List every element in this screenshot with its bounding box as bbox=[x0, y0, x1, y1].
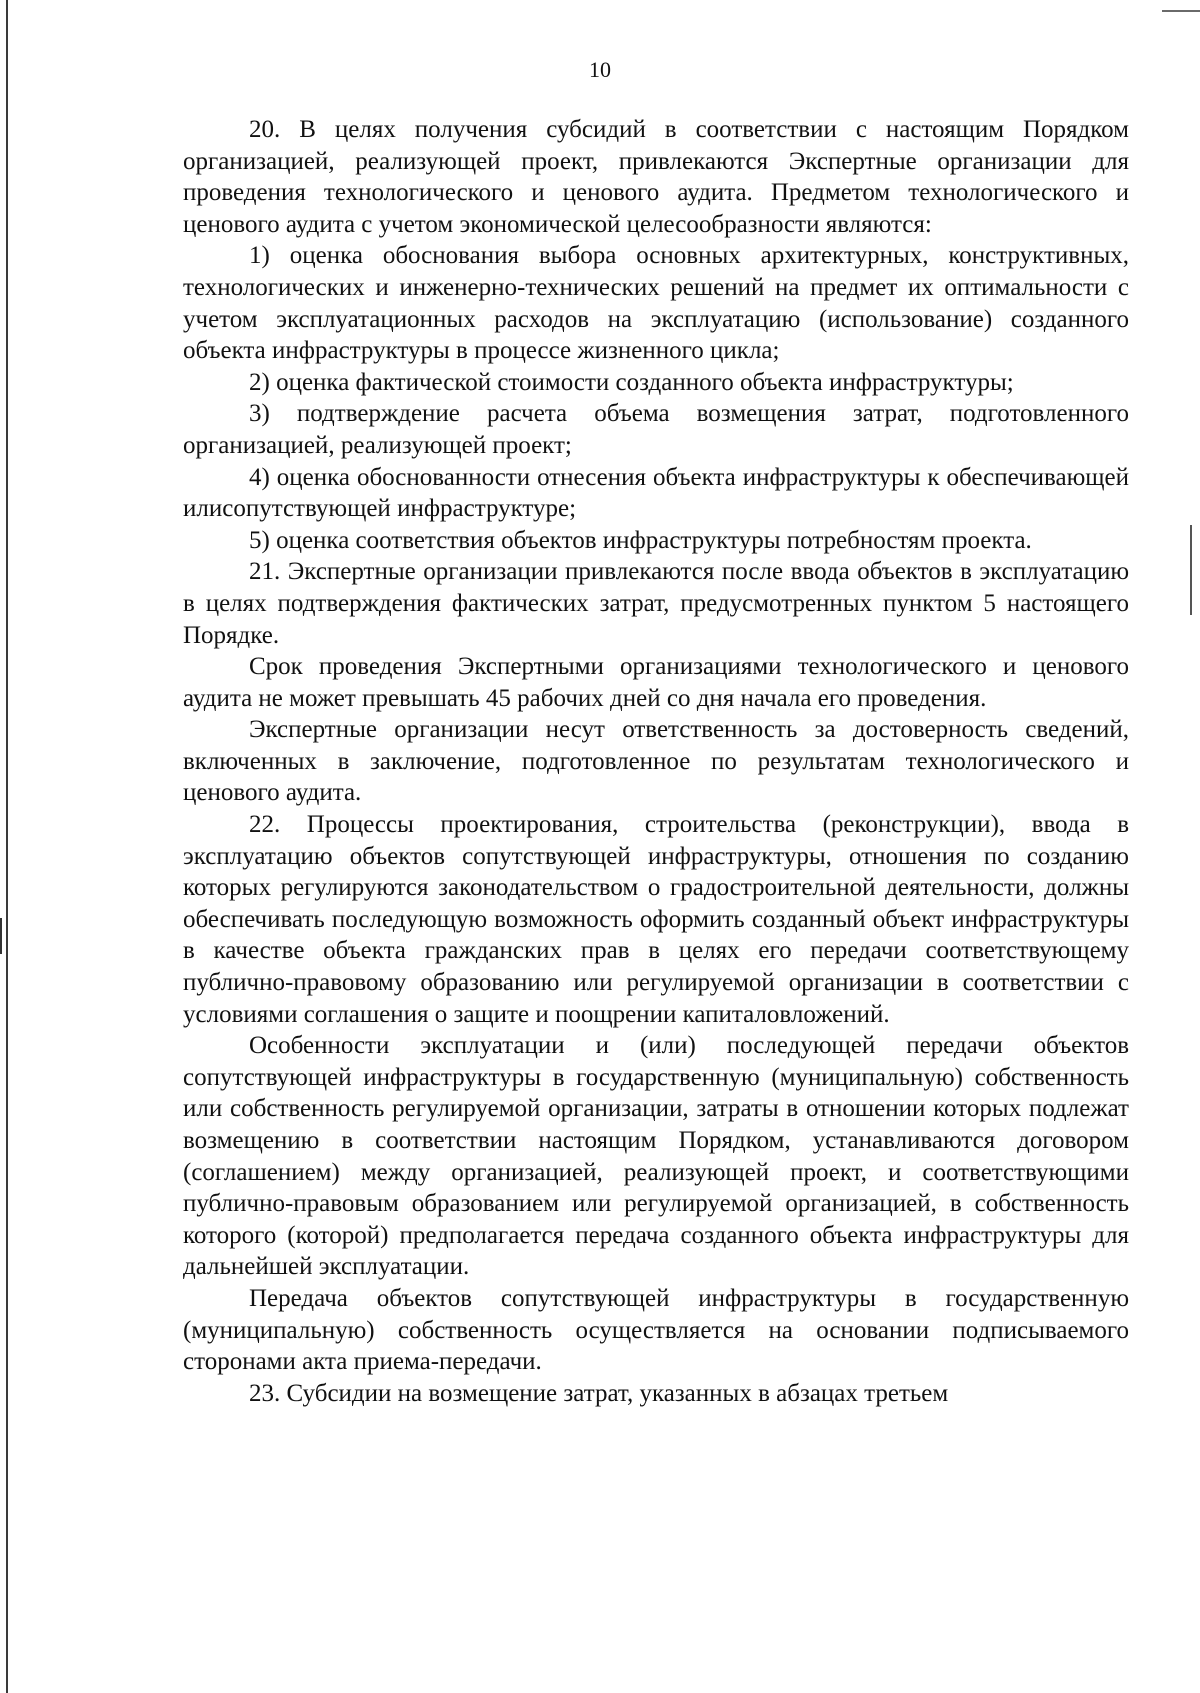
scan-edge-left bbox=[6, 0, 8, 1693]
paragraph-22: 22. Процессы проектирования, строительства (реконструкции), ввода в эксплуатацию объектов сопутствующей инфраструктуры, отношения по созданию которых регулируются законодательством о градостроительной деятельности, должны обеспечивать последующую возможность оформить созданный объект инфраструктуры в качестве объекта гражданских прав в целях его передачи соответствующему публично-правовому образованию или регулируемой организации в соответствии с условиями соглашения о защите и поощрении капиталовложений. bbox=[183, 811, 1129, 1028]
paragraph-23: 23. Субсидии на возмещение затрат, указанных в абзацах третьем bbox=[249, 1379, 949, 1407]
list-item-2: 2) оценка фактической стоимости созданного объекта инфраструктуры; bbox=[249, 368, 1014, 396]
list-item-3: 3) подтверждение расчета объема возмещения затрат, подготовленного организацией, реализующей проект; bbox=[183, 400, 1129, 459]
list-item-5: 5) оценка соответствия объектов инфраструктуры потребностям проекта. bbox=[249, 526, 1032, 554]
scan-edge-top-right bbox=[1162, 10, 1200, 12]
scan-mark-left bbox=[0, 918, 2, 954]
paragraph-20: 20. В целях получения субсидий в соответствии с настоящим Порядком организацией, реализующей проект, привлекаются Экспертные организации для проведения технологического и ценового аудита. Предметом технологического и ценового аудита с учетом экономической целесообразности являются: bbox=[183, 116, 1129, 238]
paragraph-transfer: Передача объектов сопутствующей инфраструктуры в государственную (муниципальную) собственность осуществляется на основании подписываемого сторонами акта приема-передачи. bbox=[183, 1284, 1129, 1376]
paragraph-21: 21. Экспертные организации привлекаются после ввода объектов в эксплуатацию в целях подтверждения фактических затрат, предусмотренных пунктом 5 настоящего Порядке. bbox=[183, 558, 1129, 649]
paragraph-responsibility: Экспертные организации несут ответственность за достоверность сведений, включенных в заключение, подготовленное по результатам технологического и ценового аудита. bbox=[183, 716, 1129, 807]
paragraph-audit-term: Срок проведения Экспертными организациями технологического и ценового аудита не может превышать 45 рабочих дней со дня начала его проведения. bbox=[183, 653, 1129, 712]
list-item-1: 1) оценка обоснования выбора основных архитектурных, конструктивных, технологических и инженерно-технических решений на предмет их оптимальности с учетом эксплуатационных расходов на эксплуатацию (использование) созданного объекта инфраструктуры в процессе жизненного цикла; bbox=[183, 242, 1129, 365]
list-item-4: 4) оценка обоснованности отнесения объекта инфраструктуры к обеспечивающей илисопутствующей инфраструктуре; bbox=[183, 463, 1129, 523]
page-number: 10 bbox=[589, 57, 611, 82]
document-body bbox=[183, 114, 1129, 1409]
scan-edge-right bbox=[1190, 525, 1192, 615]
paragraph-operation-features: Особенности эксплуатации и (или) последующей передачи объектов сопутствующей инфраструктуры в государственную (муниципальную) собственность или собственность регулируемой организации, затраты в отношении которых подлежат возмещению в соответствии настоящим Порядком, устанавливаются договором (соглашением) между организацией, реализующей проект, и соответствующими публично-правовым образованием или регулируемой организацией, в собственность которого (которой) предполагается передача созданного объекта инфраструктуры для дальнейшей эксплуатации. bbox=[183, 1032, 1129, 1281]
